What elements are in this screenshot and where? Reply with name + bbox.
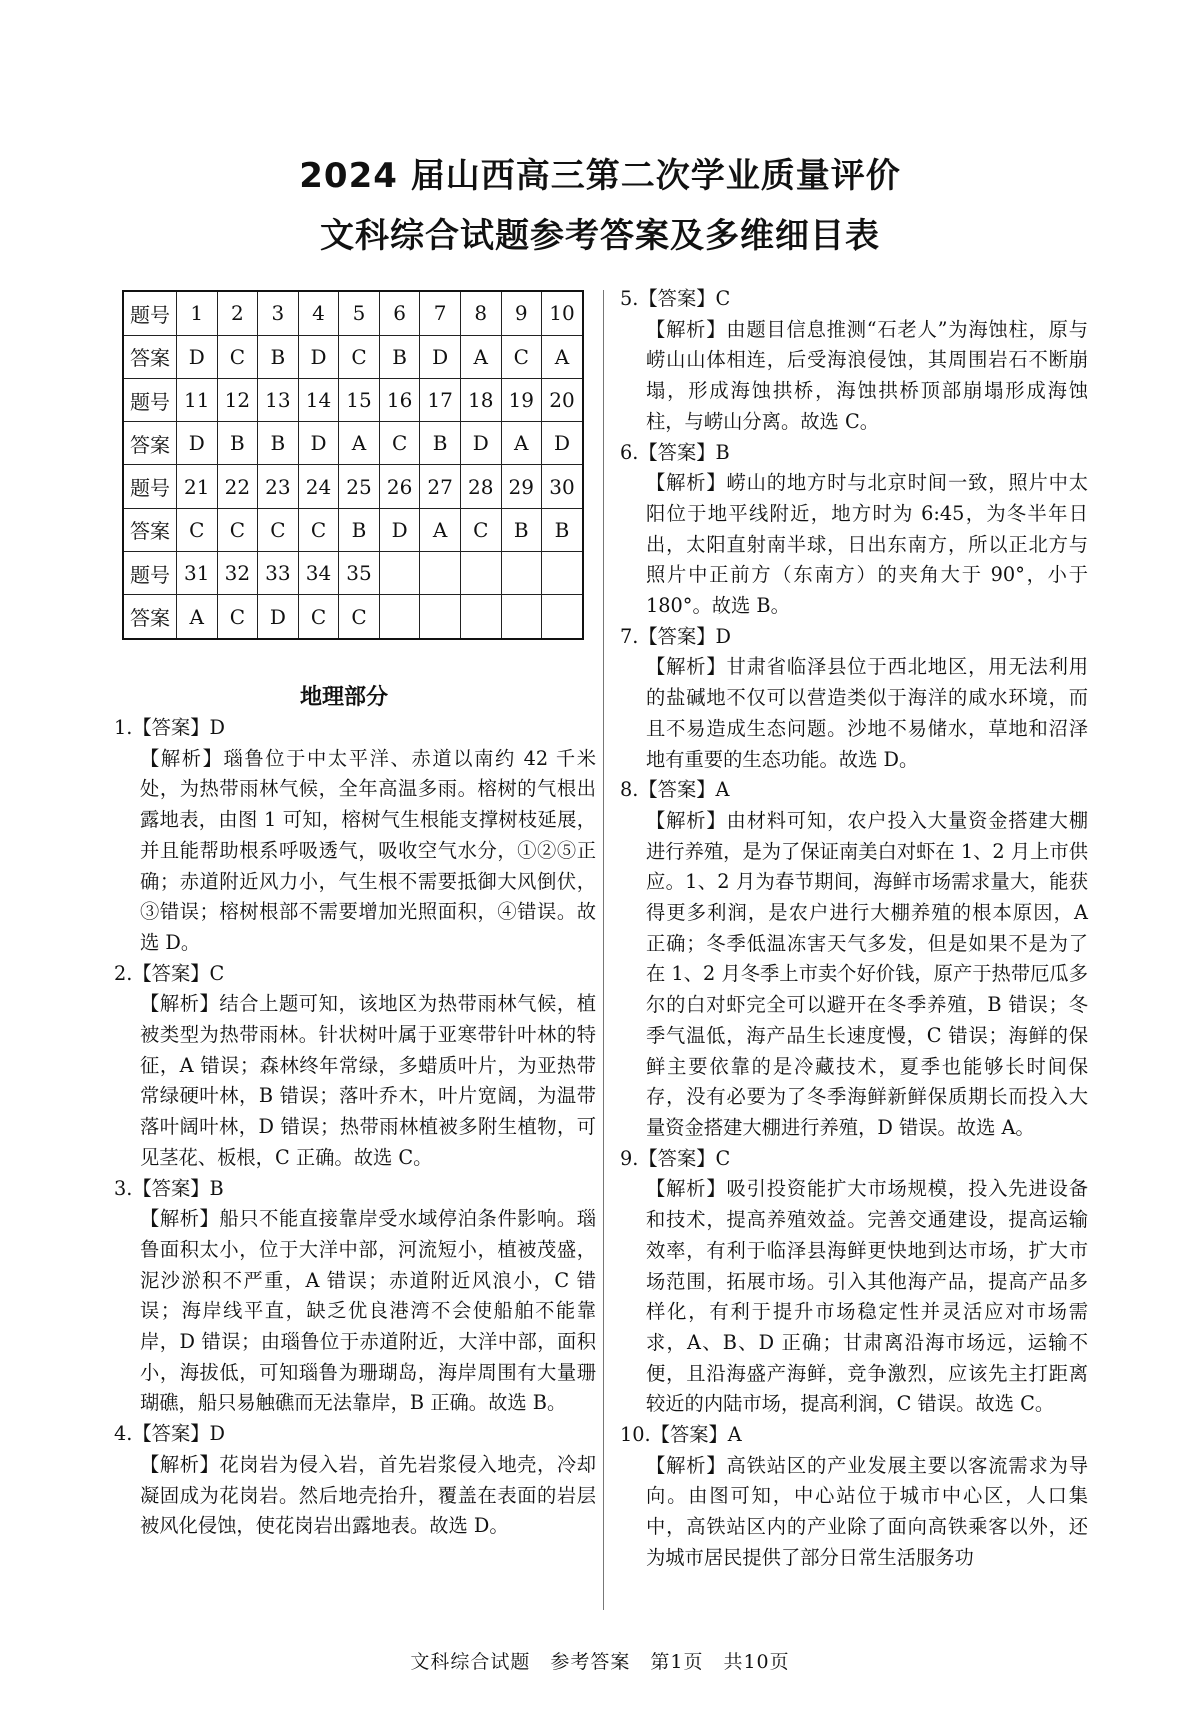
answer-line xyxy=(620,284,1088,315)
explanation-text: 【解析】吸引投资能扩大市场规模，投入先进设备和技术，提高养殖效益。完善交通建设，提高运输效率，有利于临泽县海鲜更快地到达市场，扩大市场范围，拓展市场。引入其他海产品，提高产品多样化，有利于提升市场稳定性并灵活应对市场需求，A、B、D 正确；甘肃离沿海市场远，运输不便，且沿海盛产海鲜，竞争激烈，应该先主打距离较近的内陆市场，提高利润，C 错误。故选 C。 xyxy=(646,1177,1088,1416)
table-row xyxy=(123,465,583,508)
row-label: 答案 xyxy=(123,508,177,551)
table-cell xyxy=(542,595,583,639)
question-number: 8. xyxy=(620,778,639,802)
answer-table xyxy=(122,290,584,640)
table-cell: C xyxy=(501,335,542,378)
explanation-text: 【解析】由题目信息推测“石老人”为海蚀柱，原与崂山山体相连，后受海浪侵蚀，其周围岩石不断崩塌，形成海蚀拱桥，海蚀拱桥顶部崩塌形成海蚀柱，与崂山分离。故选 C。 xyxy=(646,317,1088,433)
table-cell xyxy=(420,595,461,639)
answer-line xyxy=(114,1419,596,1450)
question-item xyxy=(620,1144,1088,1420)
question-item xyxy=(114,1419,596,1542)
column-divider xyxy=(603,290,604,1610)
table-cell: A xyxy=(460,335,501,378)
table-cell: B xyxy=(258,422,299,465)
question-number: 9. xyxy=(620,1146,639,1170)
table-cell: 12 xyxy=(217,378,258,421)
table-cell: 27 xyxy=(420,465,461,508)
answer-label: 【答案】B xyxy=(132,1176,224,1200)
right-column xyxy=(620,284,1088,1574)
table-row xyxy=(123,291,583,335)
table-cell: 16 xyxy=(379,378,420,421)
answer-label: 【答案】D xyxy=(638,624,731,648)
table-cell: C xyxy=(217,595,258,639)
table-cell: 33 xyxy=(258,552,299,595)
table-cell: C xyxy=(379,422,420,465)
explanation-text: 【解析】船只不能直接靠岸受水域停泊条件影响。瑙鲁面积太小，位于大洋中部，河流短小，植被茂盛，泥沙淤积不严重，A 错误；赤道附近风浪小，C 错误；海岸线平直，缺乏优良港湾不会使船舶不能靠岸，D 错误；由瑙鲁位于赤道附近，大洋中部，面积小，海拔低，可知瑙鲁为珊瑚岛，海岸周围有大量珊瑚礁，船只易触礁而无法靠岸，B 正确。故选 B。 xyxy=(140,1207,596,1415)
table-cell xyxy=(460,595,501,639)
table-row xyxy=(123,378,583,421)
table-cell: D xyxy=(542,422,583,465)
answer-line xyxy=(114,1174,596,1205)
answer-line xyxy=(620,1144,1088,1175)
table-cell: D xyxy=(258,595,299,639)
explanation-text: 【解析】结合上题可知，该地区为热带雨林气候，植被类型为热带雨林。针状树叶属于亚寒带针叶林的特征，A 错误；森林终年常绿，多蜡质叶片，为亚热带常绿硬叶林，B 错误；落叶乔木，叶片宽阔，为温带落叶阔叶林，D 错误；热带雨林植被多附生植物，可见茎花、板根，C 正确。故选 C。 xyxy=(140,992,596,1169)
table-cell: C xyxy=(217,508,258,551)
explanation-text: 【解析】高铁站区的产业发展主要以客流需求为导向。由图可知，中心站位于城市中心区，人口集中，高铁站区内的产业除了面向高铁乘客以外，还为城市居民提供了部分日常生活服务功 xyxy=(646,1453,1088,1569)
answer-line xyxy=(620,622,1088,653)
explanation-text: 【解析】由材料可知，农户投入大量资金搭建大棚进行养殖，是为了保证南美白对虾在 1、2 月上市供应。1、2 月为春节期间，海鲜市场需求量大，能获得更多利润，是农户进行大棚养殖的根本原因，A 正确；冬季低温冻害天气多发，但是如果不是为了在 1、2 月冬季上市卖个好价钱，原产于热带厄瓜多尔的白对虾完全可以避开在冬季养殖，B 错误；冬季气温低，海产品生长速度慢，C 错误；海鲜的保鲜主要依靠的是冷藏技术，夏季也能够长时间保存，没有必要为了冬季海鲜新鲜保质期长而投入大量资金搭建大棚进行养殖，D 错误。故选 A。 xyxy=(646,808,1088,1139)
answer-label: 【答案】B xyxy=(638,440,730,464)
table-cell: C xyxy=(177,508,218,551)
question-item xyxy=(114,713,596,959)
table-cell: B xyxy=(501,508,542,551)
table-cell: D xyxy=(379,508,420,551)
table-cell: B xyxy=(258,335,299,378)
question-number: 5. xyxy=(620,287,639,310)
explanation-text: 【解析】瑙鲁位于中太平洋、赤道以南约 42 千米处，为热带雨林气候，全年高温多雨。榕树的气根出露地表，由图 1 可知，榕树气生根能支撑树枝延展，并且能帮助根系呼吸透气，吸收空气水分，①②⑤正确；赤道附近风力小，气生根不需要抵御大风倒伏，③错误；榕树根部不需要增加光照面积，④错误。故选 D。 xyxy=(140,746,596,954)
answer-line xyxy=(620,438,1088,469)
question-item xyxy=(620,622,1088,776)
table-row xyxy=(123,508,583,551)
table-cell: B xyxy=(379,335,420,378)
row-label: 答案 xyxy=(123,422,177,465)
table-cell: 35 xyxy=(339,552,380,595)
answer-line xyxy=(620,1420,1088,1451)
question-item xyxy=(620,438,1088,622)
table-cell: A xyxy=(501,422,542,465)
left-column xyxy=(114,713,596,1542)
answer-label: 【答案】D xyxy=(132,1422,225,1446)
question-number: 7. xyxy=(620,624,639,648)
table-cell: 29 xyxy=(501,465,542,508)
table-cell: 5 xyxy=(339,291,380,335)
table-cell: 3 xyxy=(258,291,299,335)
table-cell: D xyxy=(177,335,218,378)
table-cell: D xyxy=(420,335,461,378)
table-row xyxy=(123,595,583,639)
table-cell: 19 xyxy=(501,378,542,421)
table-cell xyxy=(379,595,420,639)
table-cell xyxy=(542,552,583,595)
table-cell: 15 xyxy=(339,378,380,421)
table-cell: D xyxy=(177,422,218,465)
table-cell: 34 xyxy=(298,552,339,595)
table-row xyxy=(123,422,583,465)
table-cell: C xyxy=(298,508,339,551)
table-cell: A xyxy=(177,595,218,639)
document-title-line1: 2024 届山西高三第二次学业质量评价 xyxy=(299,156,901,196)
table-cell: 26 xyxy=(379,465,420,508)
table-cell: B xyxy=(420,422,461,465)
table-cell xyxy=(420,552,461,595)
question-number: 10. xyxy=(620,1423,651,1447)
question-item xyxy=(114,1174,596,1420)
table-cell: A xyxy=(420,508,461,551)
table-cell: D xyxy=(298,335,339,378)
question-item xyxy=(114,959,596,1174)
question-number: 1. xyxy=(114,716,133,739)
table-cell xyxy=(501,595,542,639)
table-cell: C xyxy=(217,335,258,378)
table-cell: 17 xyxy=(420,378,461,421)
section-heading: 地理部分 xyxy=(300,685,389,710)
answer-line xyxy=(114,713,596,744)
table-cell: 11 xyxy=(177,378,218,421)
answer-label: 【答案】C xyxy=(638,287,731,310)
table-cell: A xyxy=(542,335,583,378)
table-cell xyxy=(379,552,420,595)
table-cell: 1 xyxy=(177,291,218,335)
row-label: 题号 xyxy=(123,291,177,335)
table-cell xyxy=(501,552,542,595)
table-cell: 30 xyxy=(542,465,583,508)
page-footer: 文科综合试题 参考答案 第1页 共10页 xyxy=(410,1651,790,1673)
row-label: 答案 xyxy=(123,595,177,639)
table-cell: 8 xyxy=(460,291,501,335)
table-cell: 24 xyxy=(298,465,339,508)
table-cell: C xyxy=(258,508,299,551)
table-cell: C xyxy=(339,335,380,378)
answer-line xyxy=(114,959,596,990)
table-cell: 7 xyxy=(420,291,461,335)
table-cell: 6 xyxy=(379,291,420,335)
table-cell: 31 xyxy=(177,552,218,595)
table-cell: 14 xyxy=(298,378,339,421)
table-cell: 9 xyxy=(501,291,542,335)
table-cell: 20 xyxy=(542,378,583,421)
table-cell: 10 xyxy=(542,291,583,335)
row-label: 题号 xyxy=(123,378,177,421)
table-cell: 28 xyxy=(460,465,501,508)
answer-label: 【答案】C xyxy=(132,961,225,985)
table-cell: 2 xyxy=(217,291,258,335)
table-cell: C xyxy=(460,508,501,551)
table-cell: 22 xyxy=(217,465,258,508)
table-cell: D xyxy=(460,422,501,465)
answer-line xyxy=(620,775,1088,806)
answer-label: 【答案】A xyxy=(650,1423,742,1447)
table-cell: 25 xyxy=(339,465,380,508)
question-item xyxy=(620,1420,1088,1574)
table-cell: B xyxy=(339,508,380,551)
row-label: 答案 xyxy=(123,335,177,378)
table-cell: C xyxy=(339,595,380,639)
answer-label: 【答案】D xyxy=(132,716,225,739)
explanation-text: 【解析】花岗岩为侵入岩，首先岩浆侵入地壳，冷却凝固成为花岗岩。然后地壳抬升，覆盖在表面的岩层被风化侵蚀，使花岗岩出露地表。故选 D。 xyxy=(140,1452,596,1538)
table-cell: A xyxy=(339,422,380,465)
table-row xyxy=(123,552,583,595)
table-cell: 18 xyxy=(460,378,501,421)
question-item xyxy=(620,284,1088,438)
explanation-text: 【解析】甘肃省临泽县位于西北地区，用无法利用的盐碱地不仅可以营造类似于海洋的咸水环境，而且不易造成生态问题。沙地不易储水，草地和沼泽地有重要的生态功能。故选 D。 xyxy=(646,655,1088,771)
document-title-line2: 文科综合试题参考答案及多维细目表 xyxy=(320,216,880,256)
table-cell: 32 xyxy=(217,552,258,595)
question-number: 6. xyxy=(620,440,639,464)
explanation-text: 【解析】崂山的地方时与北京时间一致，照片中太阳位于地平线附近，地方时为 6:45，为冬半年日出，太阳直射南半球，日出东南方，所以正北方与照片中正前方（东南方）的夹角大于 90°，小于 180°。故选 B。 xyxy=(646,471,1088,618)
question-number: 2. xyxy=(114,961,133,985)
table-row xyxy=(123,335,583,378)
question-item xyxy=(620,775,1088,1143)
row-label: 题号 xyxy=(123,465,177,508)
table-cell: 21 xyxy=(177,465,218,508)
table-cell: 23 xyxy=(258,465,299,508)
table-cell: B xyxy=(542,508,583,551)
question-number: 3. xyxy=(114,1176,133,1200)
table-cell: 13 xyxy=(258,378,299,421)
table-cell: 4 xyxy=(298,291,339,335)
question-number: 4. xyxy=(114,1422,133,1446)
table-cell xyxy=(460,552,501,595)
answer-label: 【答案】C xyxy=(638,1146,731,1170)
answer-label: 【答案】A xyxy=(638,778,730,802)
table-cell: D xyxy=(298,422,339,465)
row-label: 题号 xyxy=(123,552,177,595)
table-cell: B xyxy=(217,422,258,465)
table-cell: C xyxy=(298,595,339,639)
